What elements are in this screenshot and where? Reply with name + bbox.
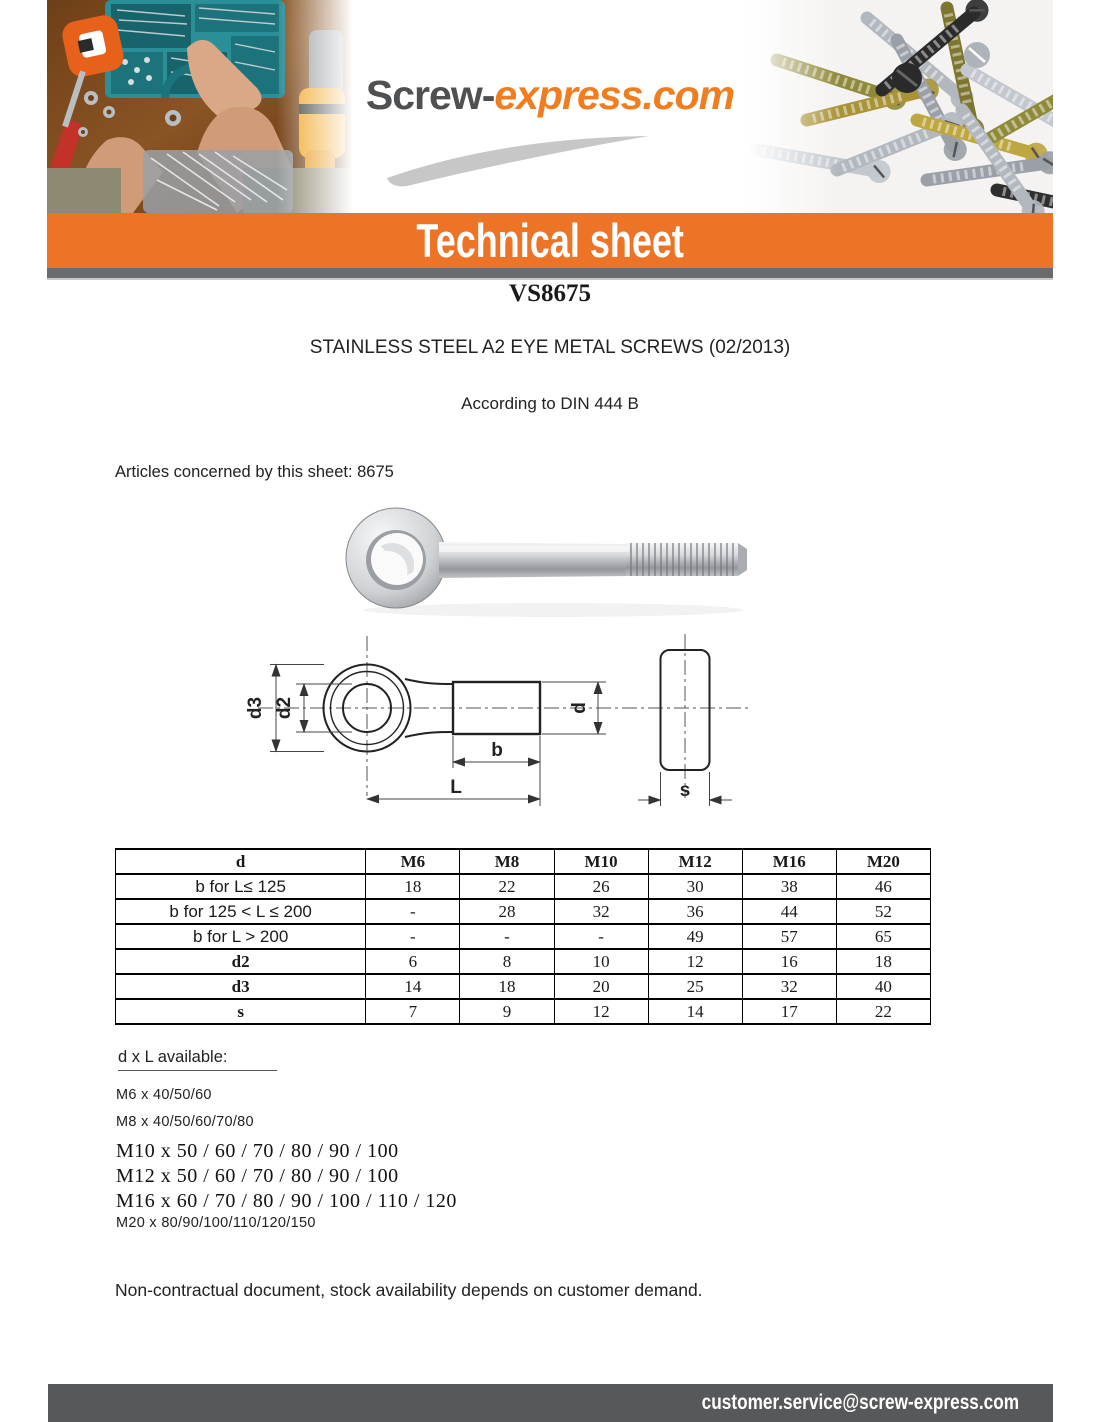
value-cell: 22 <box>460 874 554 899</box>
value-cell: 18 <box>460 974 554 999</box>
table-header-cell: M8 <box>460 849 554 874</box>
value-cell: 16 <box>742 949 836 974</box>
dim-label-d: d <box>569 702 590 714</box>
row-label: b for 125 < L ≤ 200 <box>116 899 366 924</box>
value-cell: 18 <box>836 949 930 974</box>
table-row <box>116 949 931 974</box>
value-cell: 14 <box>366 974 460 999</box>
document-title: STAINLESS STEEL A2 EYE METAL SCREWS (02/2013) <box>309 337 791 358</box>
dim-label-s: s <box>679 780 691 801</box>
row-label: d3 <box>116 974 366 999</box>
banner-title: Technical sheet <box>416 213 684 268</box>
value-cell: 25 <box>648 974 742 999</box>
availability-item: M16 x 60 / 70 / 80 / 90 / 100 / 110 / 120 <box>116 1190 457 1212</box>
value-cell: 22 <box>836 999 930 1024</box>
table-header-cell: M10 <box>554 849 648 874</box>
table-row <box>116 999 931 1024</box>
workbench-photo <box>47 0 353 213</box>
value-cell: 40 <box>836 974 930 999</box>
value-cell: - <box>554 924 648 949</box>
value-cell: 17 <box>742 999 836 1024</box>
value-cell: 12 <box>648 949 742 974</box>
availability-item: M10 x 50 / 60 / 70 / 80 / 90 / 100 <box>116 1140 399 1162</box>
screws-pile-photo <box>747 0 1053 213</box>
row-label: b for L≤ 125 <box>116 874 366 899</box>
value-cell: 65 <box>836 924 930 949</box>
value-cell: 7 <box>366 999 460 1024</box>
document-standard: According to DIN 444 B <box>461 394 639 413</box>
table-row <box>116 974 931 999</box>
logo-part2: express.com <box>494 72 735 118</box>
value-cell: 36 <box>648 899 742 924</box>
table-row <box>116 899 931 924</box>
value-cell: 30 <box>648 874 742 899</box>
value-cell: 20 <box>554 974 648 999</box>
dimensions-table <box>115 848 931 1025</box>
value-cell: 32 <box>742 974 836 999</box>
value-cell: 14 <box>648 999 742 1024</box>
technical-drawing <box>240 622 860 822</box>
dim-label-d2: d2 <box>274 696 295 720</box>
availability-item: M8 x 40/50/60/70/80 <box>116 1113 254 1130</box>
value-cell: 52 <box>836 899 930 924</box>
value-cell: 8 <box>460 949 554 974</box>
logo-zone <box>353 0 747 213</box>
value-cell: 57 <box>742 924 836 949</box>
table-header-cell: M12 <box>648 849 742 874</box>
availability-item: M6 x 40/50/60 <box>116 1087 212 1103</box>
table-header-cell: d <box>116 849 366 874</box>
table-header-cell: M6 <box>366 849 460 874</box>
dim-label-L: L <box>450 777 462 798</box>
value-cell: 18 <box>366 874 460 899</box>
availability-heading: d x L available: <box>118 1048 277 1071</box>
disclaimer-note: Non-contractual document, stock availability depends on customer demand. <box>115 1280 703 1300</box>
value-cell: - <box>366 924 460 949</box>
articles-line: Articles concerned by this sheet: 8675 <box>115 463 394 481</box>
availability-item: M20 x 80/90/100/110/120/150 <box>116 1215 316 1231</box>
document-code: VS8675 <box>509 280 591 307</box>
value-cell: 9 <box>460 999 554 1024</box>
value-cell: 12 <box>554 999 648 1024</box>
table-header-row <box>116 849 931 874</box>
table-header-cell: M16 <box>742 849 836 874</box>
footer-bar <box>48 1384 1053 1422</box>
value-cell: 10 <box>554 949 648 974</box>
availability-item: M12 x 50 / 60 / 70 / 80 / 90 / 100 <box>116 1165 399 1187</box>
logo-part1: Screw- <box>365 72 495 118</box>
value-cell: 44 <box>742 899 836 924</box>
row-label: s <box>116 999 366 1024</box>
dim-label-b: b <box>491 740 503 761</box>
logo <box>353 72 747 119</box>
value-cell: - <box>366 899 460 924</box>
logo-swoosh-icon <box>381 120 721 190</box>
value-cell: 46 <box>836 874 930 899</box>
table-row <box>116 874 931 899</box>
table-header-cell: M20 <box>836 849 930 874</box>
value-cell: 49 <box>648 924 742 949</box>
value-cell: 28 <box>460 899 554 924</box>
availability-list <box>116 1088 716 1243</box>
row-label: b for L > 200 <box>116 924 366 949</box>
product-photo <box>333 496 765 622</box>
value-cell: 38 <box>742 874 836 899</box>
value-cell: - <box>460 924 554 949</box>
table-row <box>116 924 931 949</box>
banner-divider <box>47 268 1053 280</box>
value-cell: 26 <box>554 874 648 899</box>
row-label: d2 <box>116 949 366 974</box>
value-cell: 32 <box>554 899 648 924</box>
banner <box>47 213 1053 268</box>
value-cell: 6 <box>366 949 460 974</box>
contact-email: customer.service@screw-express.com <box>701 1391 1019 1414</box>
dim-label-d3: d3 <box>245 696 266 720</box>
